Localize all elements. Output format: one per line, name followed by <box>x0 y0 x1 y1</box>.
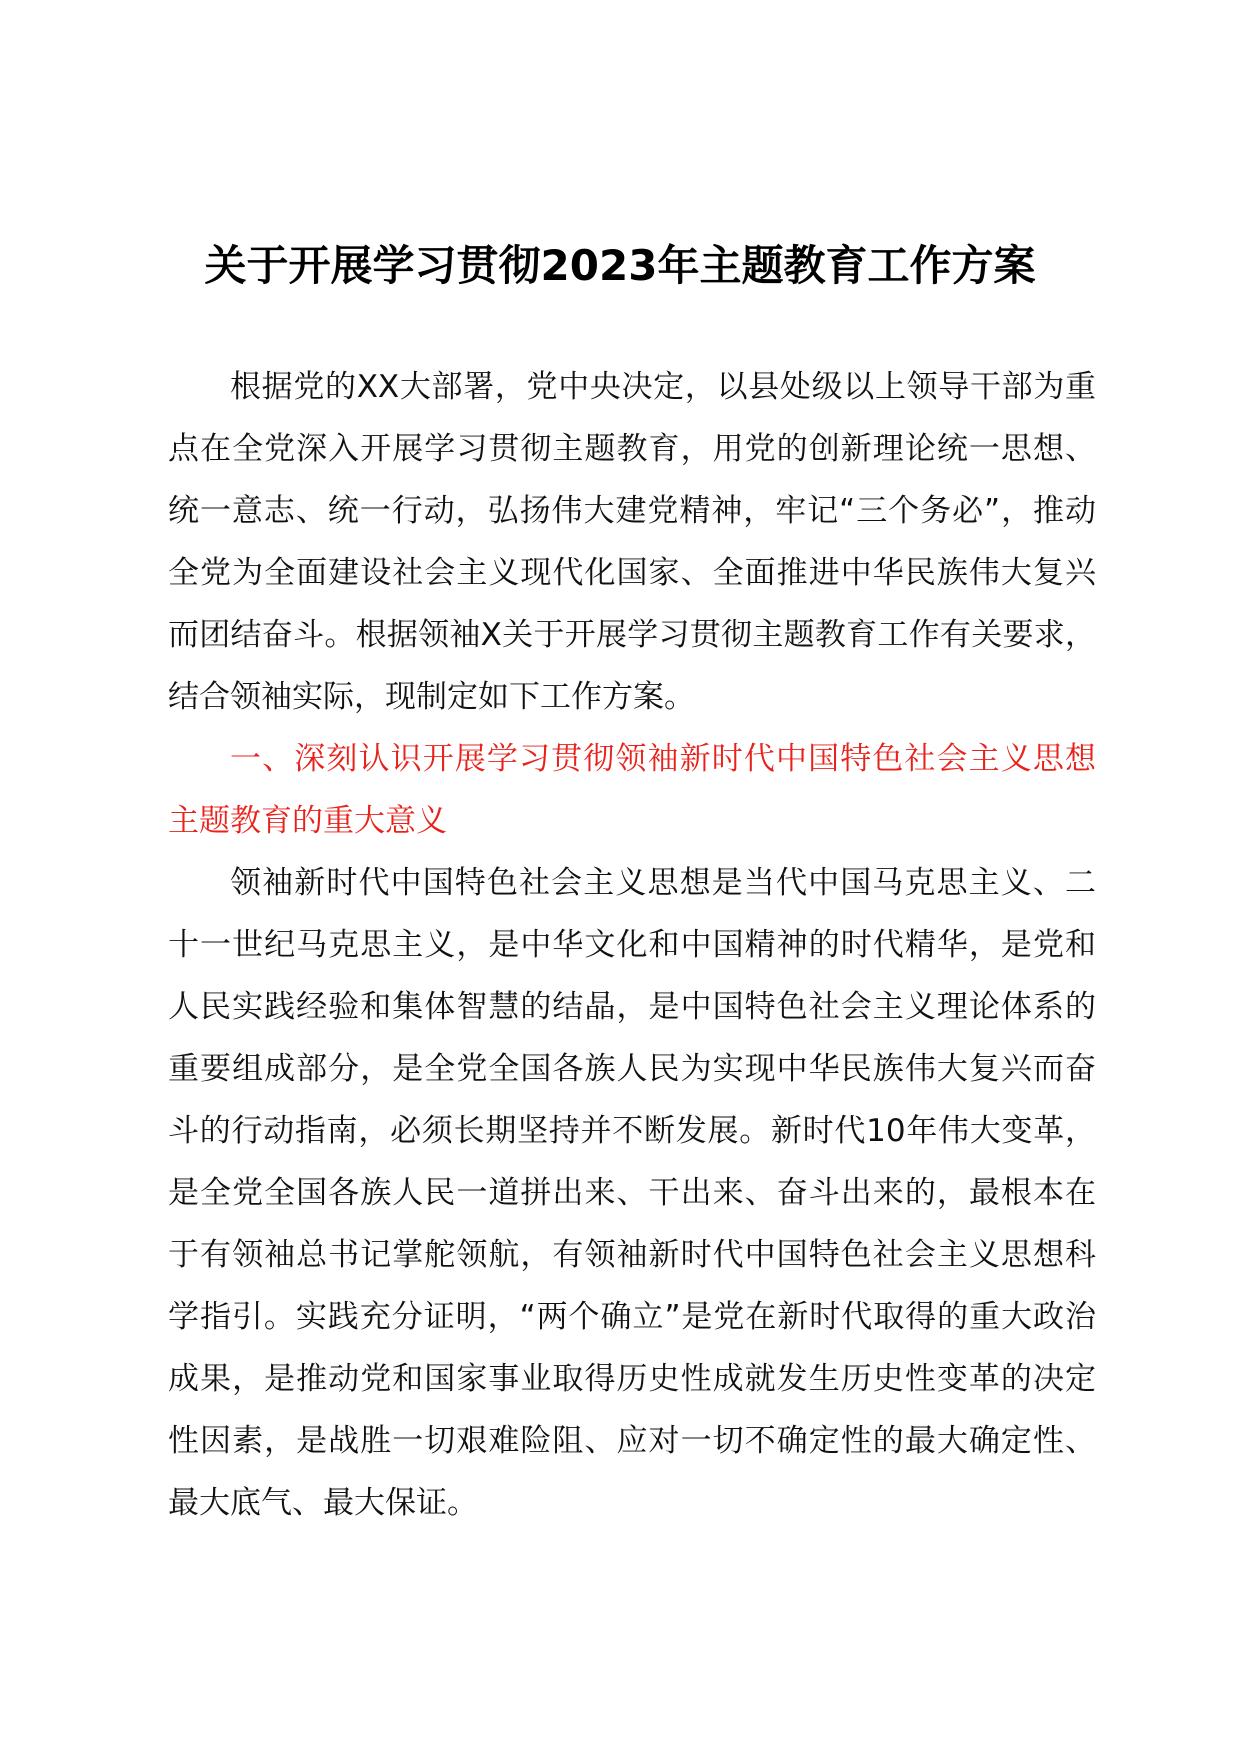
document-body <box>168 356 1096 1534</box>
intro-paragraph: 根据党的XX大部署，党中央决定，以县处级以上领导干部为重点在全党深入开展学习贯彻主题教育，用党的创新理论统一思想、统一意志、统一行动，弘扬伟大建党精神，牢记“三个务必”，推动全党为全面建设社会主义现代化国家、全面推进中华民族伟大复兴而团结奋斗。根据领袖X关于开展学习贯彻主题教育工作有关要求，结合领袖实际，现制定如下工作方案。 <box>168 369 1096 715</box>
section-1-paragraph: 领袖新时代中国特色社会主义思想是当代中国马克思主义、二十一世纪马克思主义，是中华文化和中国精神的时代精华，是党和人民实践经验和集体智慧的结晶，是中国特色社会主义理论体系的重要组成部分，是全党全国各族人民为实现中华民族伟大复兴而奋斗的行动指南，必须长期坚持并不断发展。新时代10年伟大变革，是全党全国各族人民一道拼出来、干出来、奋斗出来的，最根本在于有领袖总书记掌舵领航，有领袖新时代中国特色社会主义思想科学指引。实践充分证明，“两个确立”是党在新时代取得的重大政治成果，是推动党和国家事业取得历史性成就发生历史性变革的决定性因素，是战胜一切艰难险阻、应对一切不确定性的最大确定性、最大底气、最大保证。 <box>168 865 1096 1521</box>
section-heading-1: 一、深刻认识开展学习贯彻领袖新时代中国特色社会主义思想主题教育的重大意义 <box>168 741 1096 839</box>
document-title: 关于开展学习贯彻2023年主题教育工作方案 <box>204 241 1036 290</box>
